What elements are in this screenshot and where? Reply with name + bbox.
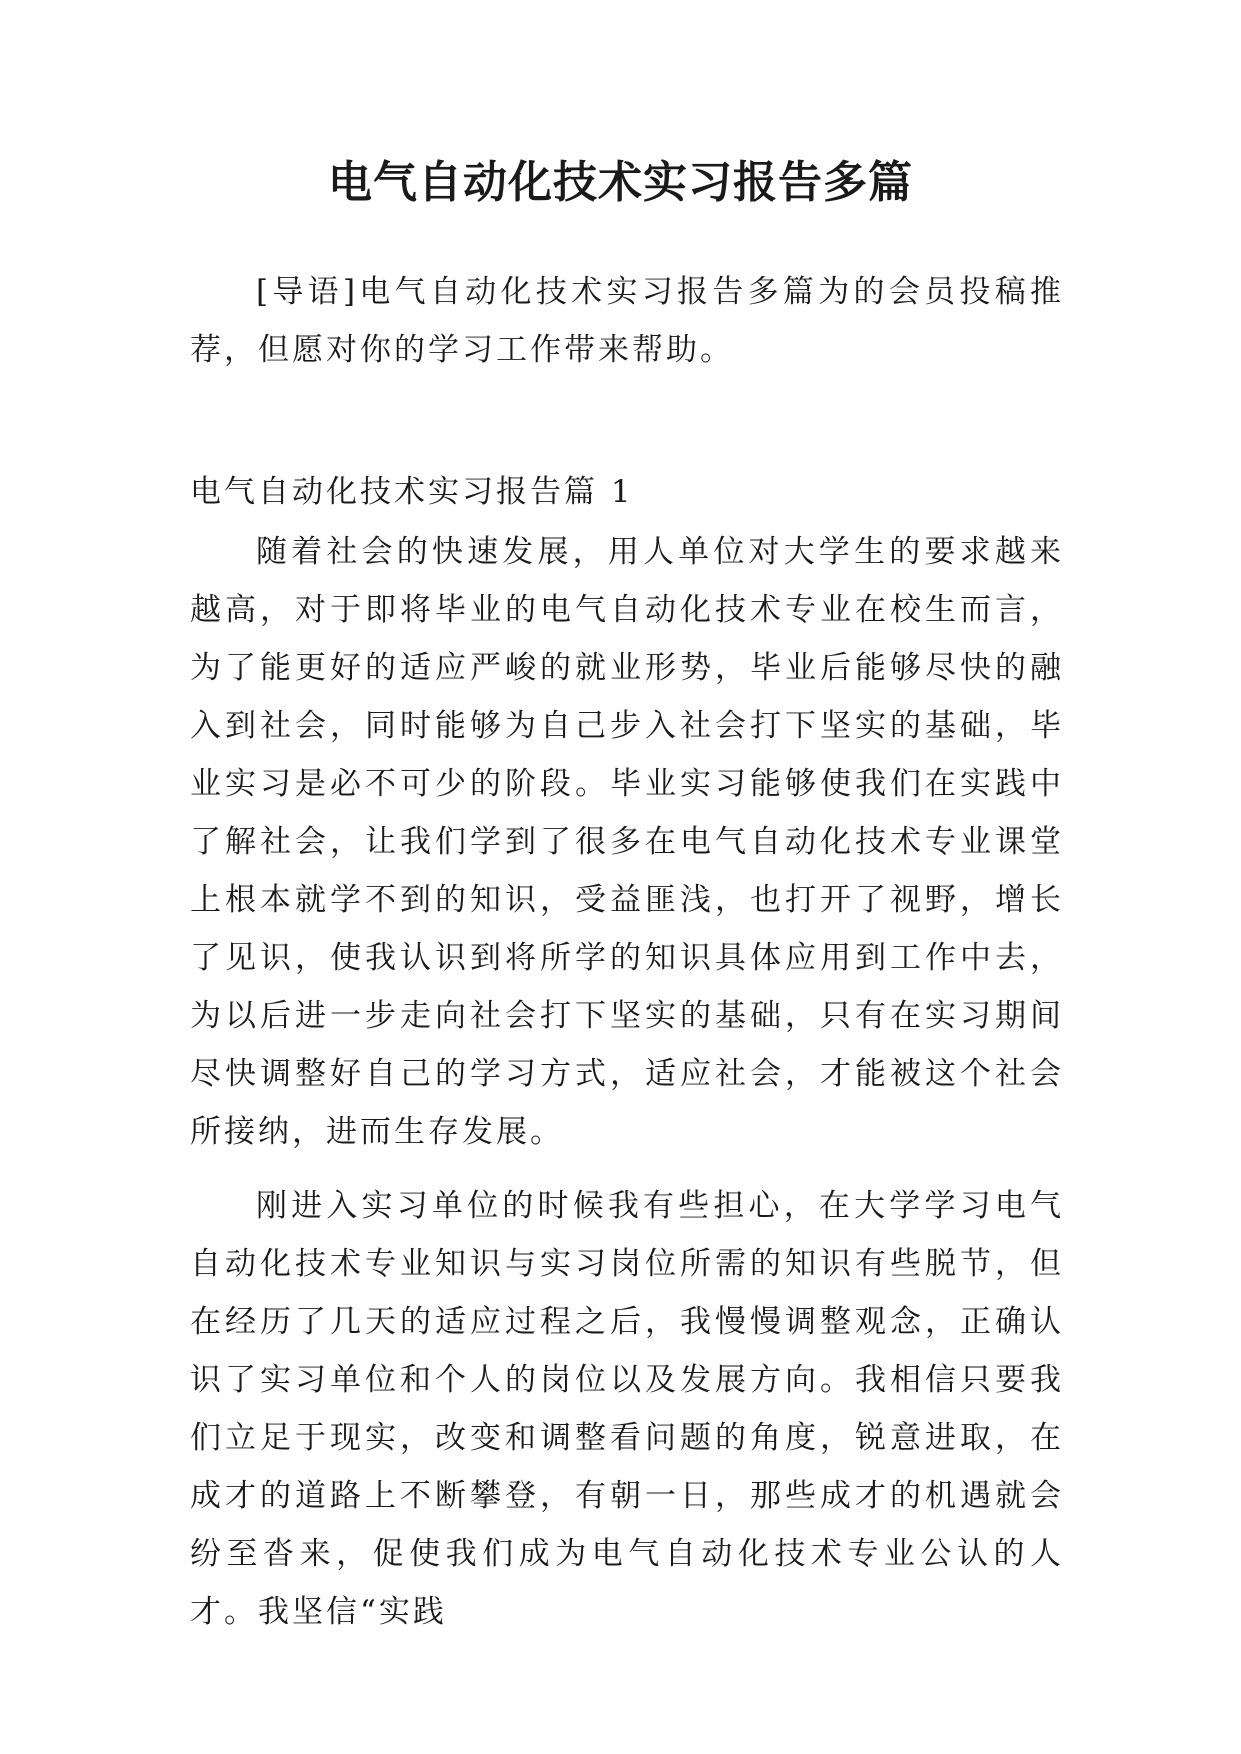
section-heading: 电气自动化技术实习报告篇 1 xyxy=(190,474,634,510)
body-paragraph-2: 刚进入实习单位的时候我有些担心，在大学学习电气自动化技术专业知识与实习岗位所需的知识有些脱节，但在经历了几天的适应过程之后，我慢慢调整观念，正确认识了实习单位和个人的岗位以及发展方向。我相信只要我们立足于现实，改变和调整看问题的角度，锐意进取，在成才的道路上不断攀登，有朝一日，那些成才的机遇就会纷至沓来，促使我们成为电气自动化技术专业公认的人才。我坚信“实践 xyxy=(190,1188,1064,1630)
body-paragraph-1: 随着社会的快速发展，用人单位对大学生的要求越来越高，对于即将毕业的电气自动化技术专业在校生而言，为了能更好的适应严峻的就业形势，毕业后能够尽快的融入到社会，同时能够为自己步入社会打下坚实的基础，毕业实习是必不可少的阶段。毕业实习能够使我们在实践中了解社会，让我们学到了很多在电气自动化技术专业课堂上根本就学不到的知识，受益匪浅，也打开了视野，增长了见识，使我认识到将所学的知识具体应用到工作中去，为以后进一步走向社会打下坚实的基础，只有在实习期间尽快调整好自己的学习方式，适应社会，才能被这个社会所接纳，进而生存发展。 xyxy=(190,534,1064,1150)
intro-paragraph: [导语]电气自动化技术实习报告多篇为的会员投稿推荐，但愿对你的学习工作带来帮助。 xyxy=(190,274,1064,368)
document-title: 电气自动化技术实习报告多篇 xyxy=(328,157,913,208)
